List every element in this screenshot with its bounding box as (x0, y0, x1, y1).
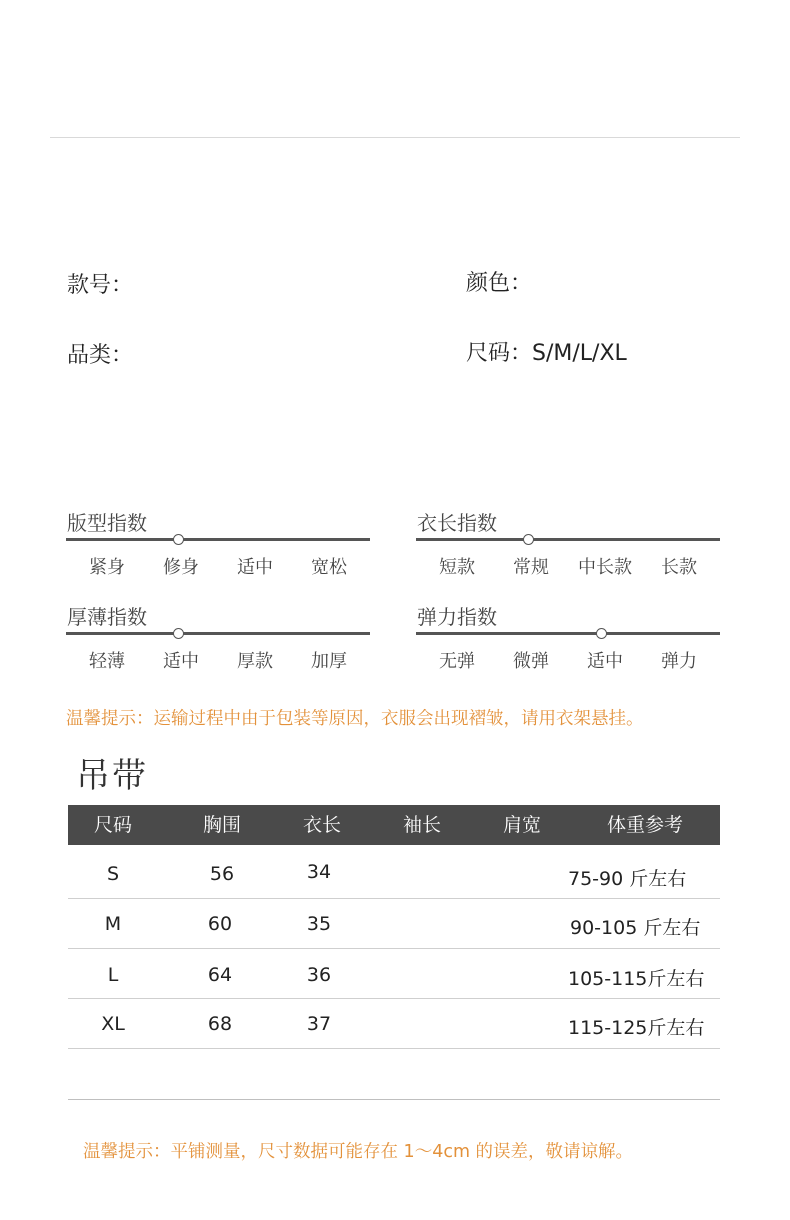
header-bust: 胸围 (202, 814, 241, 836)
length-index-option: 长款 (661, 557, 697, 578)
row-divider (68, 898, 720, 899)
fit-index-option: 适中 (237, 557, 273, 578)
header-shoulder: 肩宽 (502, 814, 541, 836)
cell-bust: 60 (207, 913, 233, 935)
header-sleeve: 袖长 (402, 814, 441, 836)
cell-weight: 75-90 斤左右 (568, 868, 687, 890)
size-label: 尺码：S/M/L/XL (466, 341, 627, 366)
length-index-option: 中长款 (578, 557, 632, 578)
thickness-index-option: 厚款 (237, 651, 273, 672)
cell-bust: 64 (207, 964, 233, 986)
style-no-label: 款号： (67, 273, 134, 298)
cell-length: 36 (306, 964, 332, 986)
thickness-index-title: 厚薄指数 (67, 605, 147, 629)
elasticity-index-option: 适中 (587, 651, 623, 672)
length-index-title: 衣长指数 (417, 511, 497, 535)
section-title: 吊带 (76, 756, 148, 796)
color-label: 颜色： (466, 271, 533, 296)
category-label: 品类： (67, 343, 134, 368)
cell-size: M (104, 913, 122, 935)
shipping-notice: 温馨提示：运输过程中由于包装等原因，衣服会出现褶皱，请用衣架悬挂。 (66, 709, 644, 729)
thickness-index-track (66, 632, 370, 635)
elasticity-index-marker (596, 628, 607, 639)
header-weight: 体重参考 (606, 814, 683, 836)
size-table-header (68, 805, 720, 845)
header-size: 尺码 (93, 814, 132, 836)
fit-index-option: 紧身 (89, 557, 125, 578)
elasticity-index-track (416, 632, 720, 635)
thickness-index-marker (173, 628, 184, 639)
elasticity-index-option: 弹力 (661, 651, 697, 672)
header-length: 衣长 (302, 814, 341, 836)
row-divider (68, 1048, 720, 1049)
length-index-option: 常规 (513, 557, 549, 578)
measurement-notice: 温馨提示：平铺测量，尺寸数据可能存在 1～4cm 的误差，敬请谅解。 (83, 1142, 634, 1162)
cell-size: L (107, 964, 119, 986)
elasticity-index-option: 无弹 (439, 651, 475, 672)
cell-length: 35 (306, 913, 332, 935)
fit-index-option: 修身 (163, 557, 199, 578)
length-index-marker (523, 534, 534, 545)
elasticity-index-option: 微弹 (513, 651, 549, 672)
bottom-divider (68, 1099, 720, 1100)
row-divider (68, 998, 720, 999)
cell-bust: 68 (207, 1013, 233, 1035)
fit-index-track (66, 538, 370, 541)
cell-size: XL (101, 1013, 125, 1035)
cell-size: S (106, 863, 120, 885)
cell-length: 37 (306, 1013, 332, 1035)
cell-weight: 115-125斤左右 (568, 1017, 705, 1039)
cell-weight: 90-105 斤左右 (570, 917, 701, 939)
cell-length: 34 (306, 861, 332, 883)
thickness-index-option: 轻薄 (89, 651, 125, 672)
cell-bust: 56 (209, 863, 235, 885)
length-index-option: 短款 (439, 557, 475, 578)
thickness-index-option: 加厚 (311, 651, 347, 672)
length-index-track (416, 538, 720, 541)
row-divider (68, 948, 720, 949)
elasticity-index-title: 弹力指数 (417, 605, 497, 629)
fit-index-marker (173, 534, 184, 545)
fit-index-option: 宽松 (311, 557, 347, 578)
top-divider (50, 137, 740, 138)
fit-index-title: 版型指数 (67, 511, 147, 535)
cell-weight: 105-115斤左右 (568, 968, 705, 990)
thickness-index-option: 适中 (163, 651, 199, 672)
